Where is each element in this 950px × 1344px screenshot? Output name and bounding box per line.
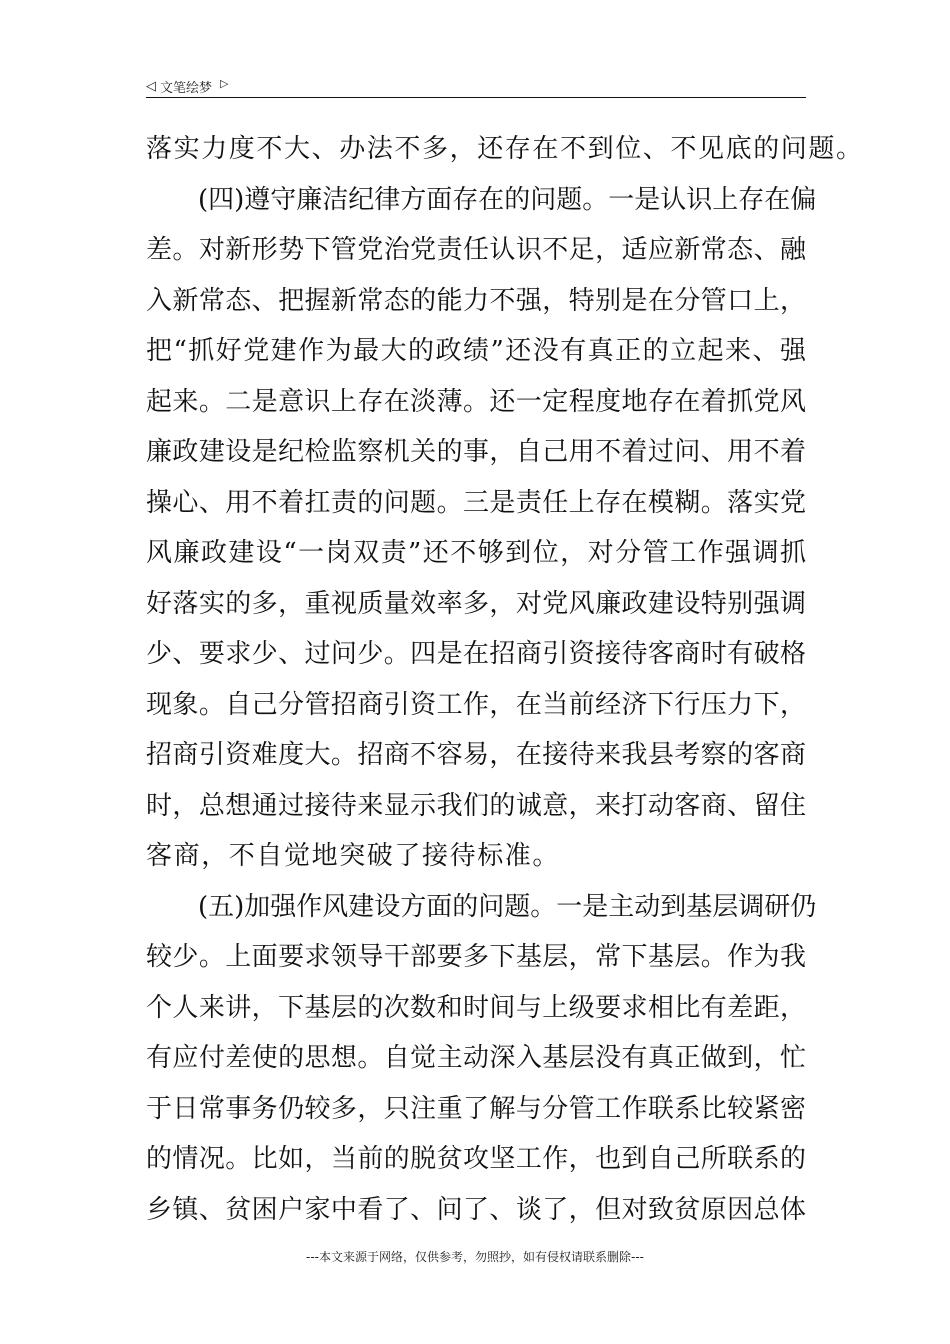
text-line: 的情况。比如，当前的脱贫攻坚工作，也到自己所联系的 [146, 1144, 806, 1174]
text-line: 把“抓好党建作为最大的政绩”还没有真正的立起来、强 [146, 336, 806, 366]
text-line: 客商，不自觉地突破了接待标准。 [146, 841, 561, 871]
triangle-right-icon: ▷ [220, 76, 229, 90]
text-line: 起来。二是意识上存在淡薄。还一定程度地存在着抓党风 [146, 386, 806, 417]
text-line: 于日常事务仍较多，只注重了解与分管工作联系比较紧密 [146, 1093, 806, 1124]
page-header [146, 74, 806, 98]
text-line: 操心、用不着扛责的问题。三是责任上存在模糊。落实党 [146, 487, 806, 518]
text-line: 较少。上面要求领导干部要多下基层，常下基层。作为我 [146, 942, 806, 972]
text-line: 现象。自己分管招商引资工作，在当前经济下行压力下， [146, 689, 806, 720]
text-line: 差。对新形势下管党治党责任认识不足，适应新常态、融 [146, 235, 806, 265]
text-line: 好落实的多，重视质量效率多，对党风廉政建设特别强调 [146, 588, 806, 619]
text-line: 个人来讲，下基层的次数和时间与上级要求相比有差距， [146, 992, 806, 1023]
triangle-left-icon: ◁ [146, 78, 156, 94]
footer-notice: ---本文来源于网络，仅供参考，勿照抄，如有侵权请联系删除--- [306, 1250, 644, 1264]
text-line: 少、要求少、过问少。四是在招商引资接待客商时有破格 [146, 639, 806, 669]
text-line: 招商引资难度大。招商不容易，在接待来我县考察的客商 [146, 740, 806, 770]
document-body [146, 124, 864, 1235]
text-line: 廉政建设是纪检监察机关的事，自己用不着过问、用不着 [146, 437, 806, 467]
text-line: 时，总想通过接待来显示我们的诚意，来打动客商、留住 [146, 790, 806, 821]
text-line: (四)遵守廉洁纪律方面存在的问题。一是认识上存在偏 [198, 184, 817, 215]
text-line: 落实力度不大、办法不多，还存在不到位、不见底的问题。 [146, 134, 864, 164]
text-line: 风廉政建设“一岗双责”还不够到位，对分管工作强调抓 [146, 538, 806, 568]
text-line: (五)加强作风建设方面的问题。一是主动到基层调研仍 [198, 891, 817, 922]
text-line: 乡镇、贫困户家中看了、问了、谈了，但对致贫原因总体 [146, 1194, 806, 1225]
text-line: 入新常态、把握新常态的能力不强，特别是在分管口上， [146, 285, 806, 316]
header-title: 文笔绘梦 [160, 80, 213, 96]
text-line: 有应付差使的思想。自觉主动深入基层没有真正做到，忙 [146, 1043, 806, 1073]
header-divider [146, 97, 806, 98]
